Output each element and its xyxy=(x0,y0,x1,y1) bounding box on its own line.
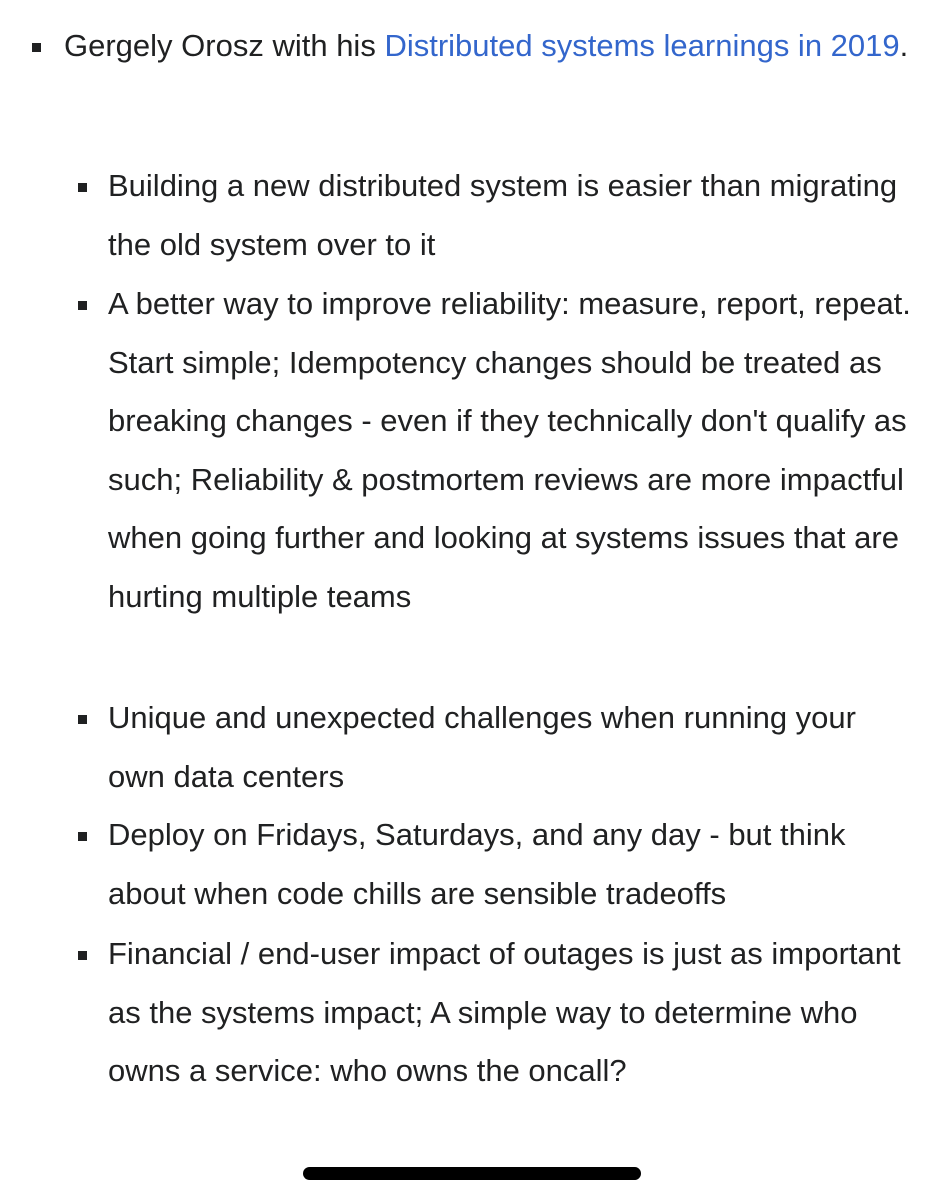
list-item-distributed-learnings xyxy=(64,17,924,76)
sub-list-item-text: Deploy on Fridays, Saturdays, and any day - but think about when code chills are sensible tradeoffs xyxy=(108,817,846,911)
sub-list-item xyxy=(108,275,920,626)
list-item-text xyxy=(64,17,924,76)
sub-list-item xyxy=(108,689,920,806)
sub-list-item xyxy=(108,925,920,1101)
sub-list-item xyxy=(108,157,920,274)
sub-list-item-text: A better way to improve reliability: measure, report, repeat. Start simple; Idempotency changes should be treated as breaking changes - even if they technically don't qualify as such; Reliability & postmortem reviews are more impactful when going further and looking at systems issues that are hurting multiple teams xyxy=(108,286,911,614)
bullet-icon xyxy=(78,301,87,310)
author-text: Gergely Orosz with his xyxy=(64,28,385,63)
home-indicator[interactable] xyxy=(303,1167,641,1180)
sub-list-item-text: Financial / end-user impact of outages is just as important as the systems impact; A simple way to determine who owns a service: who owns the oncall? xyxy=(108,936,901,1088)
period-text: . xyxy=(899,28,909,63)
distributed-systems-learnings-link[interactable]: Distributed systems learnings in 2019 xyxy=(384,28,900,63)
sub-list-item-text: Building a new distributed system is easier than migrating the old system over to it xyxy=(108,168,898,262)
sub-list-item-text: Unique and unexpected challenges when running your own data centers xyxy=(108,700,856,794)
bullet-icon xyxy=(78,183,87,192)
bullet-icon xyxy=(78,715,87,724)
bullet-icon xyxy=(32,43,41,52)
bullet-icon xyxy=(78,951,87,960)
sub-list-item xyxy=(108,806,920,923)
bullet-icon xyxy=(78,832,87,841)
